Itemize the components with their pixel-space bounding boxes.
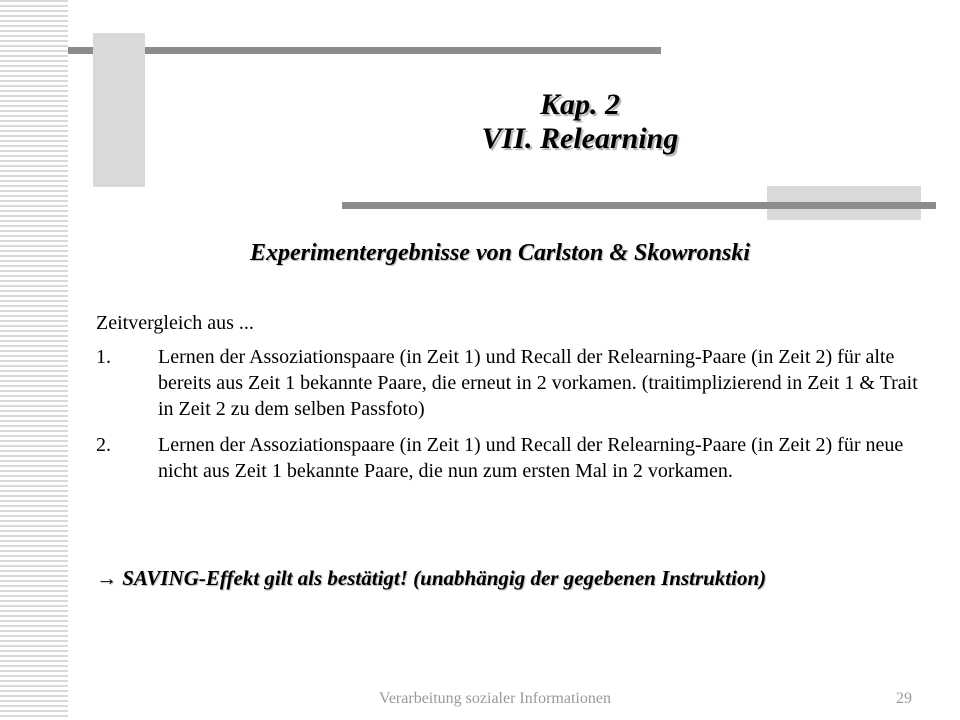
page-number: 29 — [896, 690, 912, 707]
intro-text: Zeitvergleich aus ... — [96, 312, 254, 334]
title-line-1: Kap. 2 — [539, 88, 620, 121]
list-item — [96, 344, 926, 422]
slide-subtitle: Experimentergebnisse von Carlston & Skowronski — [249, 240, 751, 266]
left-accent-block — [93, 33, 145, 187]
left-striped-border — [0, 0, 68, 720]
title-line-2: VII. Relearning — [481, 122, 679, 155]
slide-body — [96, 310, 926, 494]
list-item — [96, 432, 926, 484]
slide-title — [300, 88, 860, 156]
list-item-text: Lernen der Assoziationspaare (in Zeit 1) und Recall der Relearning-Paare (in Zeit 2) für alte bereits aus Zeit 1 bekannte Paare, die erneut in 2 vorkamen. (traitimplizierend in Zeit 1 & Trait in Zeit 2 zu dem selben Passfoto) — [158, 346, 918, 420]
conclusion-text: SAVING-Effekt gilt als bestätigt! (unabhängig der gegebenen Instruktion) — [122, 566, 767, 590]
list-item-text: Lernen der Assoziationspaare (in Zeit 1) und Recall der Relearning-Paare (in Zeit 2) für neue nicht aus Zeit 1 bekannte Paare, die nun zum ersten Mal in 2 vorkamen. — [158, 434, 904, 482]
list-item-number: 1. — [96, 346, 111, 368]
arrow-right-icon: → — [96, 566, 117, 590]
conclusion-line — [96, 566, 926, 591]
list-item-number: 2. — [96, 434, 111, 456]
bottom-divider-bar — [342, 202, 936, 209]
top-divider-bar — [68, 47, 661, 54]
footer-text: Verarbeitung sozialer Informationen — [379, 690, 611, 707]
